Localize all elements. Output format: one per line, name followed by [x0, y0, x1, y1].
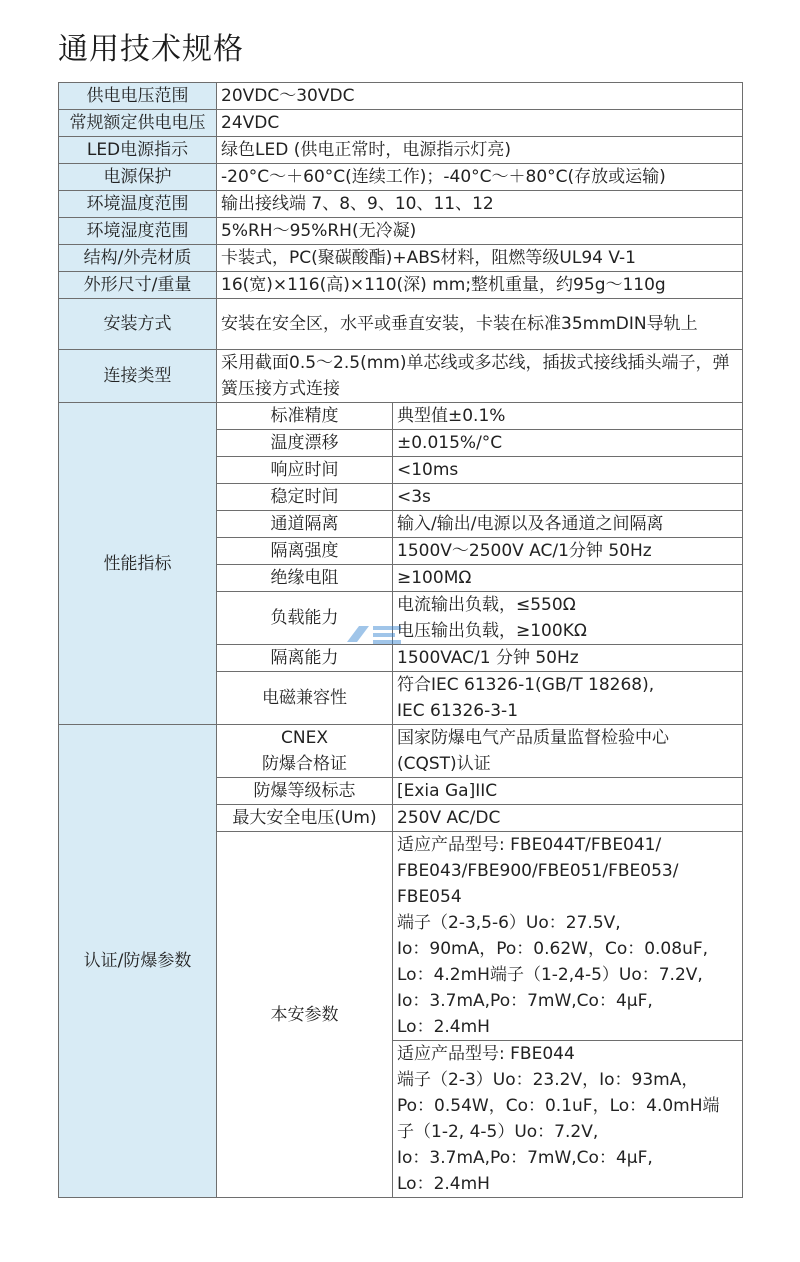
- param-name: 本安参数: [217, 832, 393, 1198]
- param-value: 适应产品型号: FBE044 端子（2-3）Uo：23.2V，Io：93mA， Po：0.54W，Co：0.1uF，Lo：4.0mH端 子（1-2, 4-5）Uo：7.2V, Io：3.7mA,Po：7mW,Co：4μF, Lo：2.4mH: [393, 1041, 743, 1198]
- table-row: [59, 725, 743, 778]
- table-row: [59, 83, 743, 110]
- param-name: 稳定时间: [217, 484, 393, 511]
- row-value: 24VDC: [217, 110, 743, 137]
- row-value: -20°C～＋60°C(连续工作)；-40°C～＋80°C(存放或运输): [217, 164, 743, 191]
- table-row: [59, 110, 743, 137]
- row-label: 电源保护: [59, 164, 217, 191]
- row-value: 安装在安全区，水平或垂直安装，卡装在标准35mmDIN导轨上: [217, 299, 743, 350]
- group-label-performance: 性能指标: [59, 403, 217, 725]
- param-value: ≥100MΩ: [393, 565, 743, 592]
- table-row: [59, 218, 743, 245]
- row-label: 常规额定供电电压: [59, 110, 217, 137]
- param-value: 1500V～2500V AC/1分钟 50Hz: [393, 538, 743, 565]
- param-value: 输入/输出/电源以及各通道之间隔离: [393, 511, 743, 538]
- param-name: 隔离强度: [217, 538, 393, 565]
- row-value: 采用截面0.5～2.5(mm)单芯线或多芯线，插拔式接线插头端子，弹簧压接方式连接: [217, 350, 743, 403]
- param-value: 250V AC/DC: [393, 805, 743, 832]
- table-row: [59, 137, 743, 164]
- param-name: 隔离能力: [217, 645, 393, 672]
- param-name: 标准精度: [217, 403, 393, 430]
- param-name: 电磁兼容性: [217, 672, 393, 725]
- row-label: 结构/外壳材质: [59, 245, 217, 272]
- row-value: 20VDC～30VDC: [217, 83, 743, 110]
- table-row: [59, 272, 743, 299]
- row-label: 环境温度范围: [59, 191, 217, 218]
- param-value: [Exia Ga]IIC: [393, 778, 743, 805]
- param-value: 适应产品型号: FBE044T/FBE041/ FBE043/FBE900/FBE051/FBE053/ FBE054 端子（2-3,5-6）Uo：27.5V, Io：90mA，Po：0.62W，Co：0.08uF, Lo：4.2mH端子（1-2,4-5）Uo：7.2V, Io：3.7mA,Po：7mW,Co：4μF, Lo：2.4mH: [393, 832, 743, 1041]
- page-title: 通用技术规格: [58, 32, 244, 67]
- param-value: 符合IEC 61326-1(GB/T 18268), IEC 61326-3-1: [393, 672, 743, 725]
- table-row: [59, 191, 743, 218]
- param-name: CNEX 防爆合格证: [217, 725, 393, 778]
- table-row: [59, 403, 743, 430]
- param-value: 典型值±0.1%: [393, 403, 743, 430]
- param-value: 1500VAC/1 分钟 50Hz: [393, 645, 743, 672]
- table-row: [59, 299, 743, 350]
- row-value: 输出接线端 7、8、9、10、11、12: [217, 191, 743, 218]
- param-name: 温度漂移: [217, 430, 393, 457]
- spec-table: [58, 82, 743, 1198]
- param-name: 响应时间: [217, 457, 393, 484]
- param-value: 电流输出负载，≤550Ω 电压输出负载，≥100KΩ: [393, 592, 743, 645]
- param-name: 负载能力: [217, 592, 393, 645]
- param-value: 国家防爆电气产品质量监督检验中心 (CQST)认证: [393, 725, 743, 778]
- param-name: 通道隔离: [217, 511, 393, 538]
- param-value: <3s: [393, 484, 743, 511]
- param-name: 最大安全电压(Um): [217, 805, 393, 832]
- row-label: 连接类型: [59, 350, 217, 403]
- table-row: [59, 245, 743, 272]
- param-name: 防爆等级标志: [217, 778, 393, 805]
- table-row: [59, 350, 743, 403]
- row-label: 外形尺寸/重量: [59, 272, 217, 299]
- param-value: <10ms: [393, 457, 743, 484]
- row-value: 绿色LED (供电正常时，电源指示灯亮): [217, 137, 743, 164]
- row-label: LED电源指示: [59, 137, 217, 164]
- row-label: 环境湿度范围: [59, 218, 217, 245]
- param-value: ±0.015%/°C: [393, 430, 743, 457]
- row-value: 卡装式，PC(聚碳酸酯)+ABS材料，阻燃等级UL94 V-1: [217, 245, 743, 272]
- group-label-certification: 认证/防爆参数: [59, 725, 217, 1198]
- table-row: [59, 164, 743, 191]
- row-label: 安装方式: [59, 299, 217, 350]
- row-value: 5%RH～95%RH(无冷凝): [217, 218, 743, 245]
- param-name: 绝缘电阻: [217, 565, 393, 592]
- row-value: 16(宽)×116(高)×110(深) mm;整机重量，约95g～110g: [217, 272, 743, 299]
- row-label: 供电电压范围: [59, 83, 217, 110]
